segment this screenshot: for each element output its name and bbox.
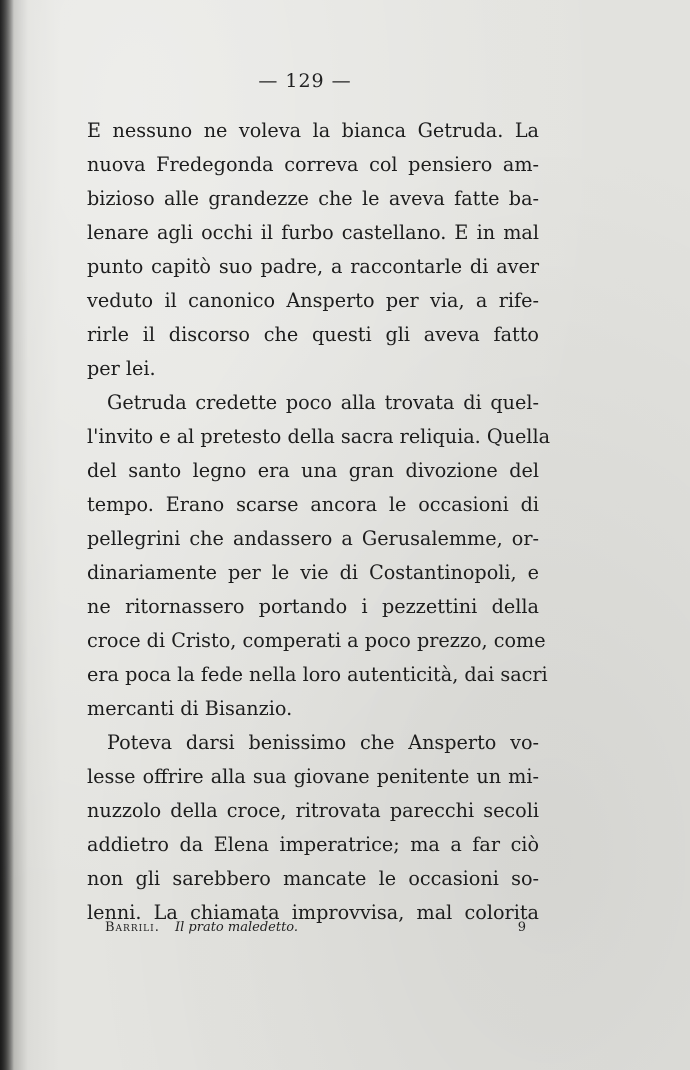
text-line: Poteva darsi benissimo che Ansperto vo- (107, 731, 539, 754)
text-line: lenni. La chiamata improvvisa, mal colorita (87, 901, 539, 924)
page-number: — 129 — (258, 70, 352, 92)
signature-mark: 9 (517, 920, 526, 935)
text-line: l'invito e al pretesto della sacra reliquia. Quella (87, 425, 551, 448)
text-line: addietro da Elena imperatrice; ma a far ciò (87, 833, 539, 856)
text-line: lesse offrire alla sua giovane penitente un mi- (87, 765, 539, 788)
body-text (87, 114, 551, 930)
text-line: E nessuno ne voleva la bianca Getruda. La (87, 119, 539, 142)
text-line: per lei. (87, 357, 156, 380)
text-line: nuzzolo della croce, ritrovata parecchi secoli (87, 799, 539, 822)
binding-shadow (0, 0, 14, 1070)
text-line: punto capitò suo padre, a raccontarle di aver (87, 255, 539, 278)
text-line: Getruda credette poco alla trovata di quel- (107, 391, 539, 414)
text-line: non gli sarebbero mancate le occasioni so- (87, 867, 539, 890)
text-line: mercanti di Bisanzio. (87, 697, 293, 720)
text-line: del santo legno era una gran divozione del (87, 459, 539, 482)
page-footer (105, 920, 540, 944)
text-line: rirle il discorso che questi gli aveva fatto (87, 323, 539, 346)
text-line: ne ritornassero portando i pezzettini della (87, 595, 539, 618)
text-line: lenare agli occhi il furbo castellano. E in mal (87, 221, 539, 244)
text-line: tempo. Erano scarse ancora le occasioni di (87, 493, 539, 516)
text-line: bizioso alle grandezze che le aveva fatte ba- (87, 187, 539, 210)
text-line: pellegrini che andassero a Gerusalemme, or- (87, 527, 539, 550)
text-line: dinariamente per le vie di Costantinopoli, e (87, 561, 539, 584)
text-line: veduto il canonico Ansperto per via, a rife- (87, 289, 539, 312)
text-line: nuova Fredegonda correva col pensiero am- (87, 153, 539, 176)
text-line: croce di Cristo, comperati a poco prezzo, come (87, 629, 546, 652)
footer-author: Barrili. (105, 920, 160, 935)
footer-book-title: Il prato maledetto. (175, 920, 299, 935)
text-line: era poca la fede nella loro autenticità, dai sacri (87, 663, 548, 686)
